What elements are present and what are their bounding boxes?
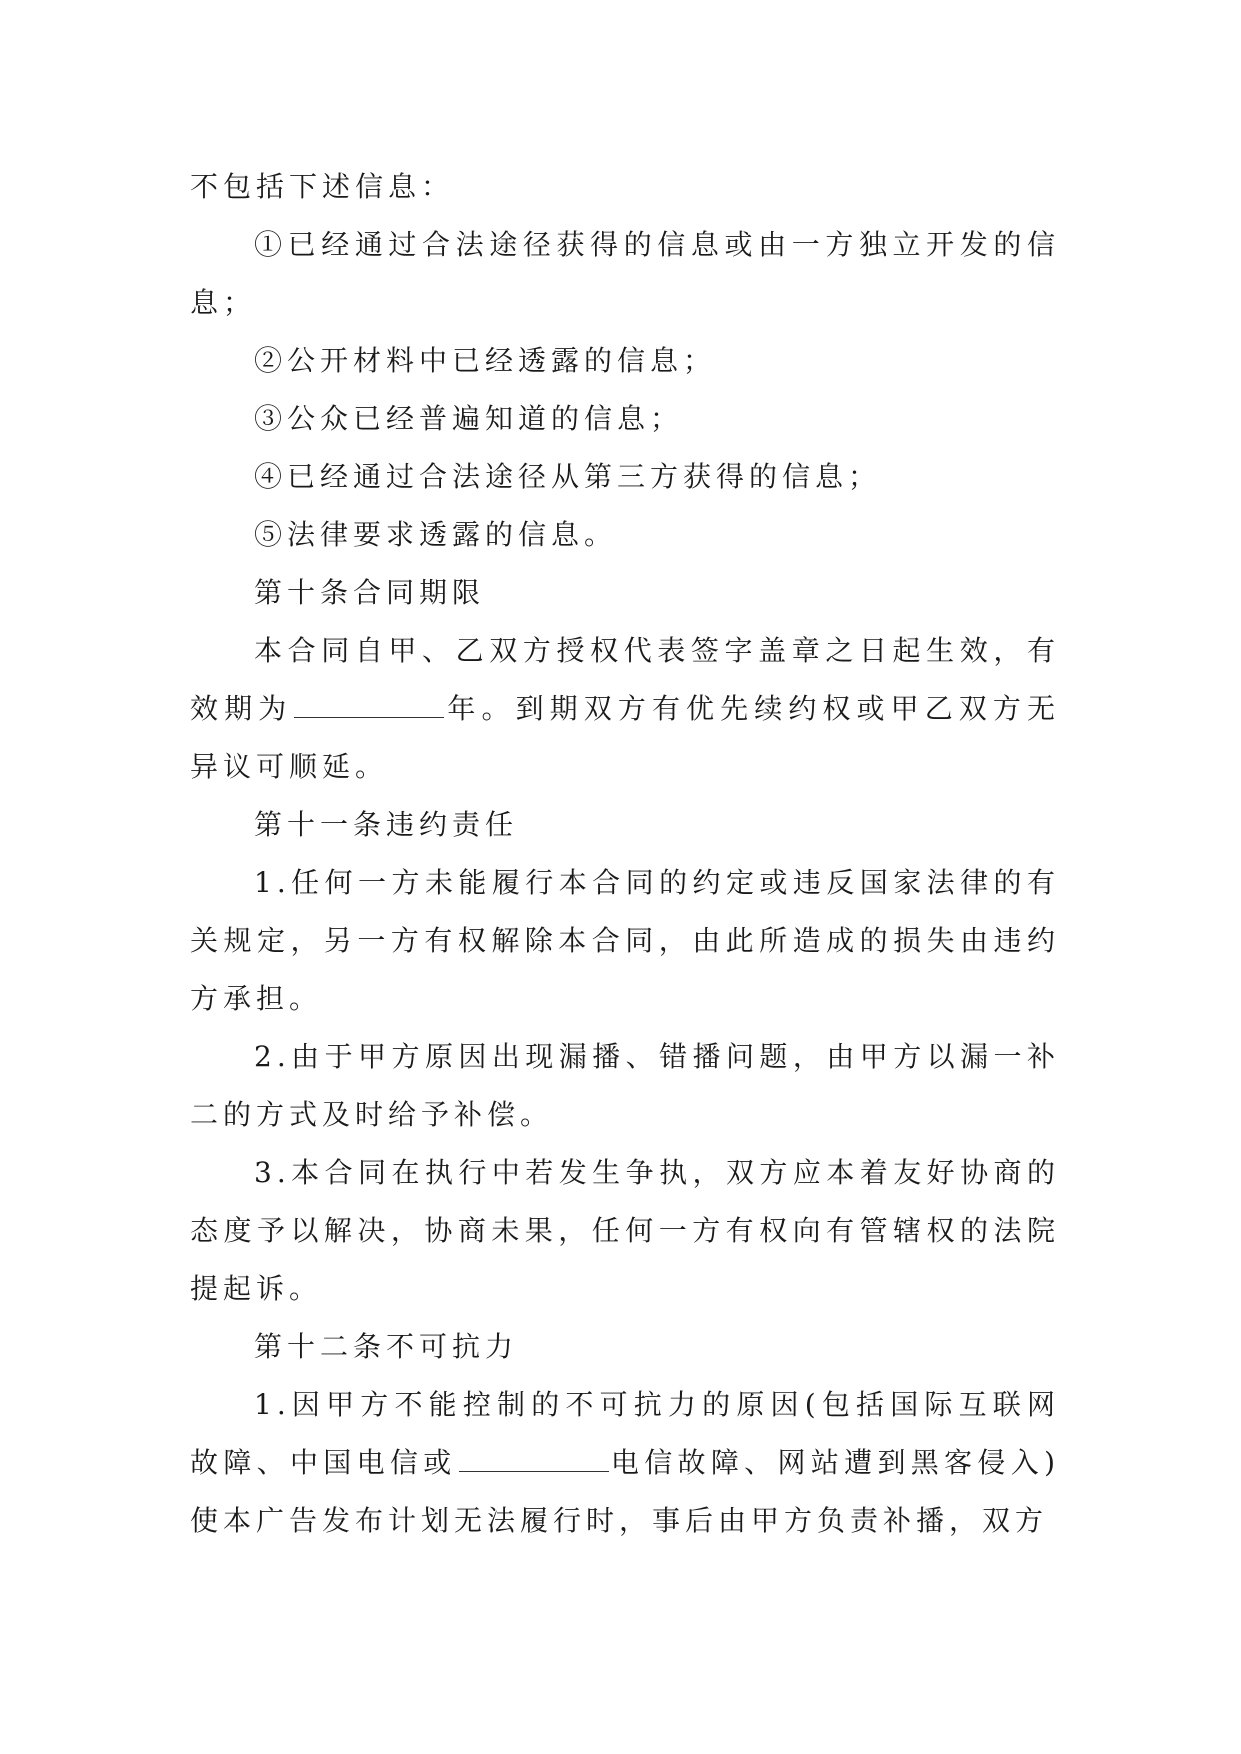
paragraph-exclusions-intro: 不包括下述信息： <box>190 170 455 203</box>
contract-term-text-b: 年。到期双方有优先续约权或甲乙双方无异议可顺延。 <box>190 692 1060 783</box>
blank-telecom-provider <box>459 1445 609 1472</box>
paragraph-liability-3: 3.本合同在执行中若发生争执，双方应本着友好协商的态度予以解决，协商未果，任何一方有权向有管辖权的法院提起诉。 <box>190 1156 1060 1305</box>
paragraph-liability-2: 2.由于甲方原因出现漏播、错播问题，由甲方以漏一补二的方式及时给予补偿。 <box>190 1040 1060 1131</box>
heading-article-12: 第十二条不可抗力 <box>254 1330 519 1363</box>
force-majeure-text-a: 1.因甲方不能控制的不可抗力的原因(包括国际互联网故障、中国电信或 <box>190 1388 1060 1479</box>
paragraph-liability-1: 1.任何一方未能履行本合同的约定或违反国家法律的有关规定，另一方有权解除本合同，由此所造成的损失由违约方承担。 <box>190 866 1060 1015</box>
document-body <box>190 158 1060 1550</box>
contract-term-text-a: 本合同自甲、乙双方授权代表签字盖章之日起生效，有效期为 <box>190 634 1060 725</box>
heading-article-10: 第十条合同期限 <box>254 576 486 609</box>
paragraph-contract-term <box>190 622 1060 796</box>
blank-term-years <box>294 691 444 718</box>
paragraph-exclusion-3: ③公众已经普遍知道的信息； <box>254 402 684 435</box>
paragraph-exclusion-2: ②公开材料中已经透露的信息； <box>254 344 717 377</box>
paragraph-force-majeure-1 <box>190 1376 1060 1550</box>
paragraph-exclusion-4: ④已经通过合法途径从第三方获得的信息； <box>254 460 882 493</box>
heading-article-11: 第十一条违约责任 <box>254 808 519 841</box>
force-majeure-text-b: 电信故障、网站遭到黑客侵入)使本广告发布计划无法履行时，事后由甲方负责补播，双方 <box>190 1446 1060 1537</box>
paragraph-exclusion-1: ①已经通过合法途径获得的信息或由一方独立开发的信息； <box>190 228 1060 319</box>
paragraph-exclusion-5: ⑤法律要求透露的信息。 <box>254 518 618 551</box>
